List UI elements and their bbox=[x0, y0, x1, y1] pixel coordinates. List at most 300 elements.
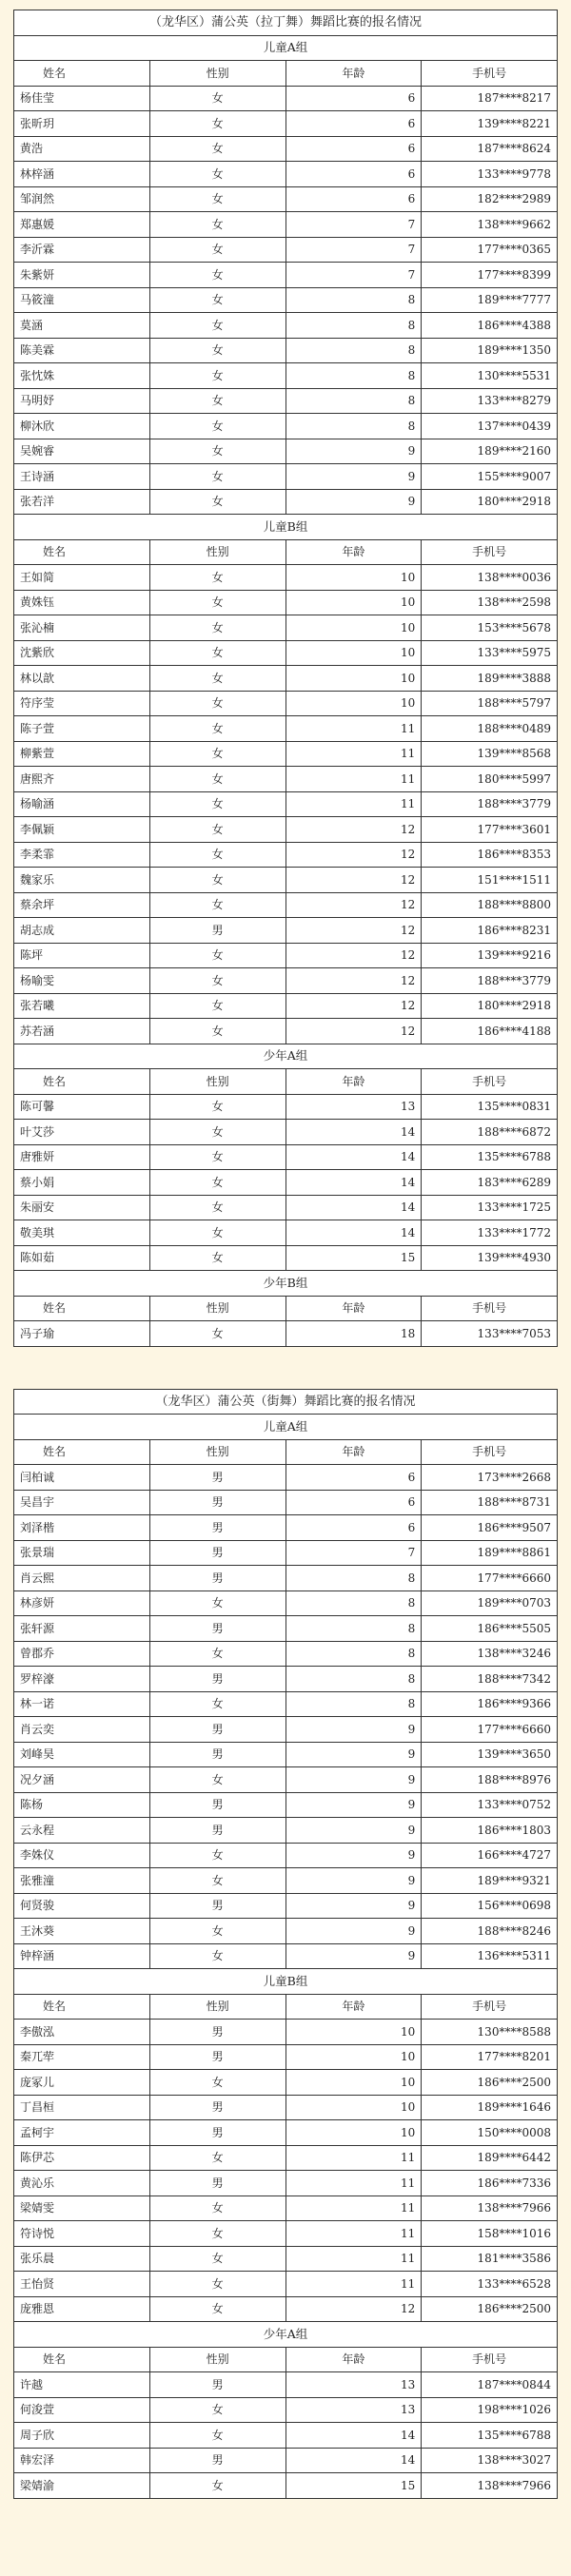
table-row bbox=[14, 263, 558, 288]
table-row bbox=[14, 388, 558, 414]
cell-age: 11 bbox=[286, 2221, 422, 2247]
column-header-row bbox=[14, 539, 558, 565]
cell-name: 唐雅妍 bbox=[14, 1144, 150, 1170]
cell-gender: 女 bbox=[149, 111, 286, 137]
cell-gender: 男 bbox=[149, 2171, 286, 2196]
header-name: 姓名 bbox=[14, 1994, 150, 2020]
header-phone: 手机号 bbox=[422, 1069, 558, 1095]
cell-age: 10 bbox=[286, 2095, 422, 2120]
table-row bbox=[14, 1144, 558, 1170]
table-row bbox=[14, 2095, 558, 2120]
header-name: 姓名 bbox=[14, 1069, 150, 1095]
cell-name: 李沂霖 bbox=[14, 237, 150, 263]
cell-name: 罗梓濠 bbox=[14, 1667, 150, 1692]
cell-name: 胡志成 bbox=[14, 918, 150, 944]
table-row bbox=[14, 2120, 558, 2146]
cell-name: 陈杨 bbox=[14, 1792, 150, 1818]
group-label: 儿童B组 bbox=[14, 515, 558, 540]
cell-phone: 180****5997 bbox=[422, 767, 558, 792]
cell-phone: 177****6660 bbox=[422, 1566, 558, 1591]
cell-name: 张轩源 bbox=[14, 1616, 150, 1642]
cell-age: 8 bbox=[286, 1616, 422, 1642]
cell-gender: 女 bbox=[149, 1868, 286, 1894]
cell-age: 10 bbox=[286, 2020, 422, 2045]
header-age: 年龄 bbox=[286, 61, 422, 87]
cell-age: 6 bbox=[286, 1515, 422, 1541]
cell-gender: 女 bbox=[149, 1691, 286, 1717]
table-row bbox=[14, 2070, 558, 2096]
cell-age: 9 bbox=[286, 1717, 422, 1743]
cell-age: 9 bbox=[286, 1893, 422, 1919]
table-row bbox=[14, 2044, 558, 2070]
cell-phone: 158****1016 bbox=[422, 2221, 558, 2247]
cell-name: 黄沁乐 bbox=[14, 2171, 150, 2196]
table-row bbox=[14, 111, 558, 137]
cell-age: 7 bbox=[286, 1540, 422, 1566]
cell-age: 12 bbox=[286, 892, 422, 918]
cell-phone: 138****0036 bbox=[422, 565, 558, 591]
cell-phone: 188****3779 bbox=[422, 791, 558, 817]
table-row bbox=[14, 86, 558, 111]
cell-phone: 173****2668 bbox=[422, 1465, 558, 1491]
cell-name: 敬美琪 bbox=[14, 1220, 150, 1246]
cell-phone: 189****9321 bbox=[422, 1868, 558, 1894]
group-label: 儿童B组 bbox=[14, 1969, 558, 1995]
cell-phone: 183****6289 bbox=[422, 1170, 558, 1196]
cell-age: 12 bbox=[286, 993, 422, 1019]
cell-age: 6 bbox=[286, 111, 422, 137]
header-phone: 手机号 bbox=[422, 1296, 558, 1321]
cell-phone: 188****8246 bbox=[422, 1919, 558, 1944]
cell-age: 14 bbox=[286, 1170, 422, 1196]
cell-age: 8 bbox=[286, 287, 422, 313]
cell-phone: 186****9366 bbox=[422, 1691, 558, 1717]
cell-name: 林梓涵 bbox=[14, 162, 150, 187]
table-row bbox=[14, 313, 558, 339]
header-age: 年龄 bbox=[286, 1439, 422, 1465]
table-row bbox=[14, 363, 558, 389]
cell-gender: 女 bbox=[149, 716, 286, 742]
cell-phone: 138****7966 bbox=[422, 2473, 558, 2499]
cell-gender: 男 bbox=[149, 1540, 286, 1566]
cell-age: 9 bbox=[286, 464, 422, 490]
cell-age: 10 bbox=[286, 666, 422, 692]
cell-gender: 女 bbox=[149, 2246, 286, 2272]
cell-phone: 138****9662 bbox=[422, 212, 558, 238]
cell-age: 8 bbox=[286, 338, 422, 363]
cell-gender: 女 bbox=[149, 791, 286, 817]
header-gender: 性别 bbox=[149, 1296, 286, 1321]
group-label: 儿童A组 bbox=[14, 1415, 558, 1440]
cell-gender: 女 bbox=[149, 1919, 286, 1944]
cell-gender: 男 bbox=[149, 2372, 286, 2398]
cell-phone: 150****0008 bbox=[422, 2120, 558, 2146]
table-row bbox=[14, 892, 558, 918]
cell-name: 陈可馨 bbox=[14, 1094, 150, 1120]
table-row bbox=[14, 2448, 558, 2473]
table-row bbox=[14, 439, 558, 464]
cell-name: 王诗涵 bbox=[14, 464, 150, 490]
cell-name: 莫涵 bbox=[14, 313, 150, 339]
table-row bbox=[14, 1540, 558, 1566]
header-phone: 手机号 bbox=[422, 1994, 558, 2020]
cell-age: 12 bbox=[286, 868, 422, 893]
cell-age: 12 bbox=[286, 817, 422, 843]
table-row bbox=[14, 868, 558, 893]
cell-gender: 男 bbox=[149, 1818, 286, 1844]
column-header-row bbox=[14, 1439, 558, 1465]
cell-gender: 男 bbox=[149, 2095, 286, 2120]
table-row bbox=[14, 1465, 558, 1491]
table-title: （龙华区）蒲公英（拉丁舞）舞蹈比赛的报名情况 bbox=[14, 10, 558, 36]
table-row bbox=[14, 1868, 558, 1894]
cell-name: 陈美霖 bbox=[14, 338, 150, 363]
table-row bbox=[14, 1590, 558, 1616]
cell-name: 郑惠媛 bbox=[14, 212, 150, 238]
cell-phone: 189****2160 bbox=[422, 439, 558, 464]
registration-table bbox=[13, 1389, 558, 2499]
cell-phone: 133****1725 bbox=[422, 1195, 558, 1220]
cell-phone: 181****3586 bbox=[422, 2246, 558, 2272]
cell-age: 8 bbox=[286, 388, 422, 414]
cell-gender: 女 bbox=[149, 842, 286, 868]
table-row bbox=[14, 565, 558, 591]
table-row bbox=[14, 2246, 558, 2272]
cell-name: 王沐葵 bbox=[14, 1919, 150, 1944]
cell-name: 李傲泓 bbox=[14, 2020, 150, 2045]
cell-name: 张若曦 bbox=[14, 993, 150, 1019]
cell-name: 吴婉睿 bbox=[14, 439, 150, 464]
cell-phone: 135****0831 bbox=[422, 1094, 558, 1120]
cell-phone: 133****9778 bbox=[422, 162, 558, 187]
cell-age: 11 bbox=[286, 2171, 422, 2196]
cell-gender: 女 bbox=[149, 2221, 286, 2247]
cell-age: 8 bbox=[286, 414, 422, 439]
table-row bbox=[14, 615, 558, 641]
cell-age: 8 bbox=[286, 1691, 422, 1717]
group-label: 少年A组 bbox=[14, 1044, 558, 1069]
cell-age: 6 bbox=[286, 86, 422, 111]
cell-name: 陈子萱 bbox=[14, 716, 150, 742]
cell-gender: 女 bbox=[149, 439, 286, 464]
table-row bbox=[14, 1742, 558, 1767]
cell-name: 苏若涵 bbox=[14, 1019, 150, 1044]
cell-phone: 139****3650 bbox=[422, 1742, 558, 1767]
table-row bbox=[14, 817, 558, 843]
cell-age: 12 bbox=[286, 842, 422, 868]
cell-name: 张昕玥 bbox=[14, 111, 150, 137]
cell-gender: 男 bbox=[149, 2044, 286, 2070]
table-row bbox=[14, 464, 558, 490]
cell-gender: 女 bbox=[149, 1767, 286, 1793]
cell-name: 刘泽楷 bbox=[14, 1515, 150, 1541]
header-gender: 性别 bbox=[149, 61, 286, 87]
cell-gender: 女 bbox=[149, 1094, 286, 1120]
cell-phone: 138****2598 bbox=[422, 590, 558, 615]
table-row bbox=[14, 1767, 558, 1793]
cell-gender: 男 bbox=[149, 1515, 286, 1541]
cell-phone: 135****6788 bbox=[422, 1144, 558, 1170]
header-name: 姓名 bbox=[14, 539, 150, 565]
cell-phone: 133****7053 bbox=[422, 1321, 558, 1347]
cell-name: 柳紫萱 bbox=[14, 741, 150, 767]
cell-name: 曾郡乔 bbox=[14, 1641, 150, 1667]
table-row bbox=[14, 943, 558, 968]
column-header-row bbox=[14, 1296, 558, 1321]
cell-age: 18 bbox=[286, 1321, 422, 1347]
cell-name: 何浚萱 bbox=[14, 2397, 150, 2423]
cell-phone: 182****2989 bbox=[422, 186, 558, 212]
cell-gender: 女 bbox=[149, 817, 286, 843]
cell-age: 13 bbox=[286, 2397, 422, 2423]
cell-phone: 133****8279 bbox=[422, 388, 558, 414]
cell-age: 14 bbox=[286, 1144, 422, 1170]
cell-gender: 女 bbox=[149, 741, 286, 767]
cell-age: 12 bbox=[286, 2296, 422, 2322]
table-row bbox=[14, 212, 558, 238]
cell-phone: 188****8800 bbox=[422, 892, 558, 918]
cell-age: 6 bbox=[286, 1465, 422, 1491]
cell-phone: 188****7342 bbox=[422, 1667, 558, 1692]
cell-age: 10 bbox=[286, 2070, 422, 2096]
cell-phone: 177****8201 bbox=[422, 2044, 558, 2070]
cell-phone: 189****1350 bbox=[422, 338, 558, 363]
cell-gender: 女 bbox=[149, 2423, 286, 2449]
cell-gender: 女 bbox=[149, 615, 286, 641]
cell-age: 6 bbox=[286, 1490, 422, 1515]
table-row bbox=[14, 1893, 558, 1919]
cell-gender: 女 bbox=[149, 993, 286, 1019]
cell-name: 许越 bbox=[14, 2372, 150, 2398]
cell-age: 10 bbox=[286, 691, 422, 716]
cell-name: 庞雅恩 bbox=[14, 2296, 150, 2322]
cell-age: 10 bbox=[286, 640, 422, 666]
cell-phone: 187****8217 bbox=[422, 86, 558, 111]
table-row bbox=[14, 1515, 558, 1541]
table-row bbox=[14, 1691, 558, 1717]
cell-name: 符序莹 bbox=[14, 691, 150, 716]
cell-age: 9 bbox=[286, 1742, 422, 1767]
cell-name: 林以歆 bbox=[14, 666, 150, 692]
table-row bbox=[14, 791, 558, 817]
registration-table bbox=[13, 10, 558, 1347]
cell-name: 张忱姝 bbox=[14, 363, 150, 389]
header-phone: 手机号 bbox=[422, 1439, 558, 1465]
table-row bbox=[14, 716, 558, 742]
cell-phone: 130****5531 bbox=[422, 363, 558, 389]
cell-gender: 女 bbox=[149, 565, 286, 591]
table-row bbox=[14, 237, 558, 263]
cell-age: 9 bbox=[286, 1818, 422, 1844]
header-age: 年龄 bbox=[286, 2347, 422, 2372]
table-row bbox=[14, 2372, 558, 2398]
cell-gender: 女 bbox=[149, 868, 286, 893]
header-age: 年龄 bbox=[286, 1994, 422, 2020]
cell-age: 8 bbox=[286, 363, 422, 389]
header-phone: 手机号 bbox=[422, 61, 558, 87]
cell-name: 况夕涵 bbox=[14, 1767, 150, 1793]
cell-phone: 186****2500 bbox=[422, 2070, 558, 2096]
header-name: 姓名 bbox=[14, 2347, 150, 2372]
cell-phone: 180****2918 bbox=[422, 993, 558, 1019]
table-row bbox=[14, 590, 558, 615]
table-row bbox=[14, 1566, 558, 1591]
table-row bbox=[14, 1919, 558, 1944]
table-row bbox=[14, 1818, 558, 1844]
cell-name: 云永程 bbox=[14, 1818, 150, 1844]
header-age: 年龄 bbox=[286, 1069, 422, 1095]
cell-age: 8 bbox=[286, 1590, 422, 1616]
cell-name: 马明妤 bbox=[14, 388, 150, 414]
group-label: 儿童A组 bbox=[14, 35, 558, 61]
cell-gender: 男 bbox=[149, 1566, 286, 1591]
cell-phone: 137****0439 bbox=[422, 414, 558, 439]
cell-phone: 177****6660 bbox=[422, 1717, 558, 1743]
cell-age: 11 bbox=[286, 2195, 422, 2221]
cell-phone: 133****5975 bbox=[422, 640, 558, 666]
table-row bbox=[14, 691, 558, 716]
cell-phone: 186****9507 bbox=[422, 1515, 558, 1541]
cell-phone: 188****0489 bbox=[422, 716, 558, 742]
cell-name: 陈伊芯 bbox=[14, 2145, 150, 2171]
cell-gender: 男 bbox=[149, 1616, 286, 1642]
cell-gender: 女 bbox=[149, 1943, 286, 1969]
cell-name: 张乐晨 bbox=[14, 2246, 150, 2272]
table-row bbox=[14, 842, 558, 868]
cell-age: 14 bbox=[286, 2448, 422, 2473]
cell-name: 陈坪 bbox=[14, 943, 150, 968]
cell-phone: 177****8399 bbox=[422, 263, 558, 288]
table-gap bbox=[13, 1347, 558, 1389]
group-label: 少年B组 bbox=[14, 1271, 558, 1297]
table-row bbox=[14, 1094, 558, 1120]
cell-gender: 女 bbox=[149, 2145, 286, 2171]
cell-phone: 139****8568 bbox=[422, 741, 558, 767]
column-header-row bbox=[14, 61, 558, 87]
header-gender: 性别 bbox=[149, 2347, 286, 2372]
cell-gender: 女 bbox=[149, 640, 286, 666]
cell-age: 14 bbox=[286, 1120, 422, 1145]
cell-phone: 186****1803 bbox=[422, 1818, 558, 1844]
cell-name: 周子欣 bbox=[14, 2423, 150, 2449]
cell-gender: 女 bbox=[149, 2296, 286, 2322]
cell-gender: 女 bbox=[149, 1019, 286, 1044]
cell-gender: 女 bbox=[149, 1120, 286, 1145]
cell-age: 8 bbox=[286, 313, 422, 339]
table-row bbox=[14, 767, 558, 792]
cell-gender: 女 bbox=[149, 464, 286, 490]
cell-gender: 女 bbox=[149, 666, 286, 692]
column-header-row bbox=[14, 1994, 558, 2020]
cell-age: 7 bbox=[286, 237, 422, 263]
cell-phone: 189****6442 bbox=[422, 2145, 558, 2171]
cell-gender: 男 bbox=[149, 1667, 286, 1692]
cell-gender: 女 bbox=[149, 1843, 286, 1868]
cell-gender: 女 bbox=[149, 968, 286, 994]
cell-gender: 女 bbox=[149, 162, 286, 187]
cell-name: 杨佳莹 bbox=[14, 86, 150, 111]
cell-age: 9 bbox=[286, 1792, 422, 1818]
cell-gender: 女 bbox=[149, 1641, 286, 1667]
cell-gender: 女 bbox=[149, 1195, 286, 1220]
table-row bbox=[14, 993, 558, 1019]
cell-gender: 男 bbox=[149, 1717, 286, 1743]
table-row bbox=[14, 2272, 558, 2297]
cell-age: 9 bbox=[286, 1868, 422, 1894]
cell-age: 10 bbox=[286, 615, 422, 641]
cell-gender: 女 bbox=[149, 313, 286, 339]
cell-gender: 女 bbox=[149, 1220, 286, 1246]
cell-gender: 女 bbox=[149, 388, 286, 414]
cell-gender: 女 bbox=[149, 1170, 286, 1196]
column-header-row bbox=[14, 2347, 558, 2372]
cell-name: 邹润然 bbox=[14, 186, 150, 212]
cell-age: 8 bbox=[286, 1641, 422, 1667]
cell-phone: 189****0703 bbox=[422, 1590, 558, 1616]
cell-age: 9 bbox=[286, 1767, 422, 1793]
cell-age: 10 bbox=[286, 2120, 422, 2146]
cell-name: 蔡余坪 bbox=[14, 892, 150, 918]
cell-gender: 女 bbox=[149, 943, 286, 968]
header-gender: 性别 bbox=[149, 1069, 286, 1095]
table-row bbox=[14, 2171, 558, 2196]
header-phone: 手机号 bbox=[422, 2347, 558, 2372]
cell-name: 王怡贤 bbox=[14, 2272, 150, 2297]
cell-phone: 153****5678 bbox=[422, 615, 558, 641]
cell-name: 张雅潼 bbox=[14, 1868, 150, 1894]
cell-phone: 186****4188 bbox=[422, 1019, 558, 1044]
table-row bbox=[14, 136, 558, 162]
cell-gender: 女 bbox=[149, 767, 286, 792]
cell-age: 10 bbox=[286, 590, 422, 615]
cell-age: 15 bbox=[286, 1245, 422, 1271]
cell-name: 朱紫妍 bbox=[14, 263, 150, 288]
cell-age: 10 bbox=[286, 2044, 422, 2070]
cell-name: 张景瑞 bbox=[14, 1540, 150, 1566]
table-row bbox=[14, 2397, 558, 2423]
cell-name: 何贤骏 bbox=[14, 1893, 150, 1919]
cell-phone: 139****8221 bbox=[422, 111, 558, 137]
cell-gender: 女 bbox=[149, 237, 286, 263]
cell-phone: 135****6788 bbox=[422, 2423, 558, 2449]
cell-name: 冯子瑜 bbox=[14, 1321, 150, 1347]
cell-name: 符诗悦 bbox=[14, 2221, 150, 2247]
cell-gender: 女 bbox=[149, 1321, 286, 1347]
cell-phone: 151****1511 bbox=[422, 868, 558, 893]
table-row bbox=[14, 2473, 558, 2499]
table-row bbox=[14, 2020, 558, 2045]
cell-phone: 138****3246 bbox=[422, 1641, 558, 1667]
cell-age: 12 bbox=[286, 943, 422, 968]
cell-gender: 女 bbox=[149, 2272, 286, 2297]
cell-age: 11 bbox=[286, 2246, 422, 2272]
table-row bbox=[14, 1019, 558, 1044]
cell-gender: 女 bbox=[149, 590, 286, 615]
cell-gender: 女 bbox=[149, 1144, 286, 1170]
cell-phone: 133****0752 bbox=[422, 1792, 558, 1818]
cell-gender: 女 bbox=[149, 691, 286, 716]
table-row bbox=[14, 2145, 558, 2171]
cell-age: 6 bbox=[286, 186, 422, 212]
cell-phone: 136****5311 bbox=[422, 1943, 558, 1969]
cell-gender: 女 bbox=[149, 892, 286, 918]
cell-age: 11 bbox=[286, 2145, 422, 2171]
cell-phone: 138****3027 bbox=[422, 2448, 558, 2473]
cell-gender: 男 bbox=[149, 918, 286, 944]
cell-gender: 男 bbox=[149, 1792, 286, 1818]
cell-age: 7 bbox=[286, 212, 422, 238]
cell-gender: 女 bbox=[149, 489, 286, 515]
